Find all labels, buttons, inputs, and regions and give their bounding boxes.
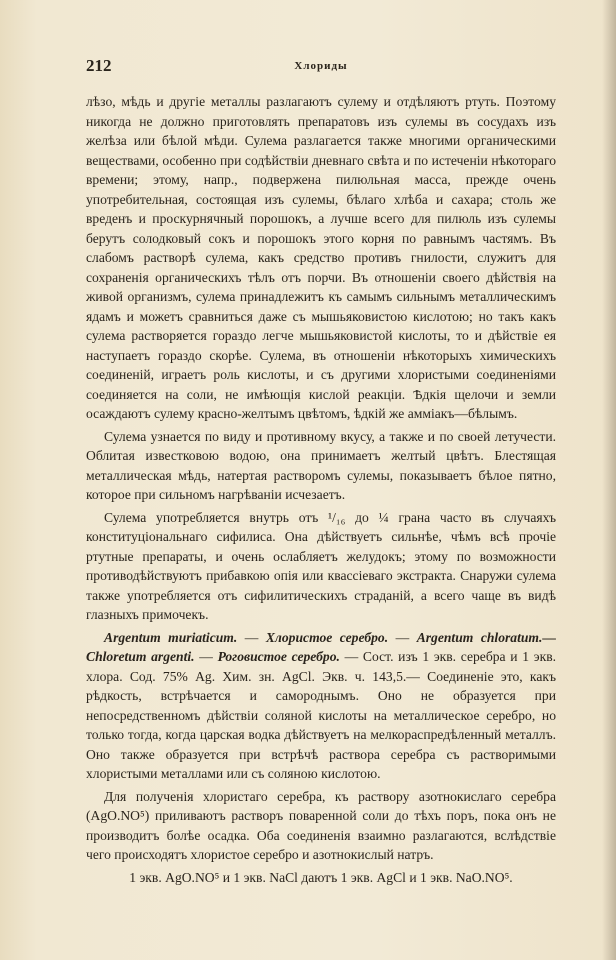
paragraph-5: Для полученія хлористаго серебра, къ раствору азотнокислаго серебра (AgO.NO⁵) приливаютъ растворъ поваренной соли до тѣхъ поръ, пока онъ не производитъ болѣе осадка. Оба соединенія взаимно разлагаются, вслѣдствіе чего происходятъ хлористое серебро и азотнокислый натръ. (86, 788, 556, 862)
paragraph-1: лѣзо, мѣдь и другіе металлы разлагаютъ сулему и отдѣляютъ ртуть. Поэтому никогда не должно приготовлять препаратовъ изъ сулемы въ сосудахъ изъ желѣза или бѣлой мѣди. Сулема разлагается также многими органическими веществами, особенно при содѣйствіи дневнаго свѣта и по истеченіи нѣкотораго времени; этому, напр., подвержена пилюльная масса, прежде очень употребительная, состоящая изъ сулемы, бѣлаго хлѣба и сахара; столь же вреденъ и проскурнячный порошокъ, а лучше всего для пилюль изъ сулемы берутъ солодковый сокъ и порошокъ этого корня по равнымъ частямъ. Въ слабомъ растворѣ сулема, какъ средство противъ гнилости, служитъ для сохраненія органическихъ тѣлъ отъ порчи. Въ отношеніи своего дѣйствія на живой организмъ, сулема принадлежитъ къ самымъ сильнымъ металлическимъ ядамъ и можетъ сравниться даже съ мышьяковистою кислотою; но такъ какъ сулема растворяется гораздо легче мышьяковистой кислоты, то и дѣйствіе ея наступаетъ гораздо скорѣе. Сулема, въ отношеніи нѣкоторыхъ химическихъ соединеній, играетъ роль кислоты, и съ другими хлористыми соединеніями соединяется на соли, не имѣющія кислой реакціи. Ѣдкія щелочи и земли осаждаютъ сулему красно-желтымъ цвѣтомъ, ѣдкій же аммiакъ—бѣлымъ. (86, 94, 556, 421)
reaction-formula: 1 экв. AgO.NO⁵ и 1 экв. NaCl даютъ 1 экв. AgCl и 1 экв. NaO.NO⁵. (129, 869, 513, 885)
page-header (86, 56, 556, 80)
paragraph-3: Сулема употребляется внутрь отъ ¹/₁₆ до ¼ грана часто въ случаяхъ конституціональнаго сифилиса. Она дѣйствуетъ сильнѣе, чѣмъ всѣ прочіе ртутные препараты, и очень ослабляетъ желудокъ; этому по возможности противодѣйствуютъ прибавкою опія или квассіеваго экстракта. Снаружи сулема также употребляется отъ сифилитическихъ страданій, а всего чаще въ видѣ глазныхъ примочекъ. (86, 509, 556, 622)
page-spine-shadow (602, 0, 616, 960)
paragraph-4 (86, 628, 556, 784)
running-title: Хлориды (294, 60, 348, 72)
russian-name-2: Роговистое серебро. (217, 649, 340, 664)
latin-name-2: Argentum chloratum.—Chloretum argenti. (86, 629, 556, 664)
russian-name-1: Хлористое серебро. (265, 629, 389, 645)
separator-1: — (237, 629, 266, 645)
paragraph-4-text: — Сост. изъ 1 экв. серебра и 1 экв. хлора. Сод. 75% Ag. Хим. зн. AgCl. Экв. ч. 143,5.— Соединеніе это, какъ рѣдкость, встрѣчается и самороднымъ. Оно не образуется при непосредственномъ дѣйствіи соляной кислоты на металлическое серебро, но только тогда, когда царская водка дѣйствуетъ на мелкораспредѣленный металлъ. Оно также образуется при встрѣчѣ раствора серебра съ растворимыми хлористыми металлами или съ соляною кислотою. (86, 649, 557, 781)
paragraph-2: Сулема узнается по виду и противному вкусу, а также и по своей летучести. Облитая известковою водою, она принимаетъ желтый цвѣтъ. Блестящая металлическая мѣдь, натертая растворомъ сулемы, показываетъ бѣлое пятно, которое при сильномъ нагрѣваніи исчезаетъ. (86, 428, 556, 502)
latin-name-1: Argentum muriaticum. (104, 629, 238, 645)
page-number: 212 (86, 56, 112, 75)
page-body (86, 92, 556, 890)
separator-3: — (194, 649, 218, 664)
separator-2: — (388, 629, 417, 645)
